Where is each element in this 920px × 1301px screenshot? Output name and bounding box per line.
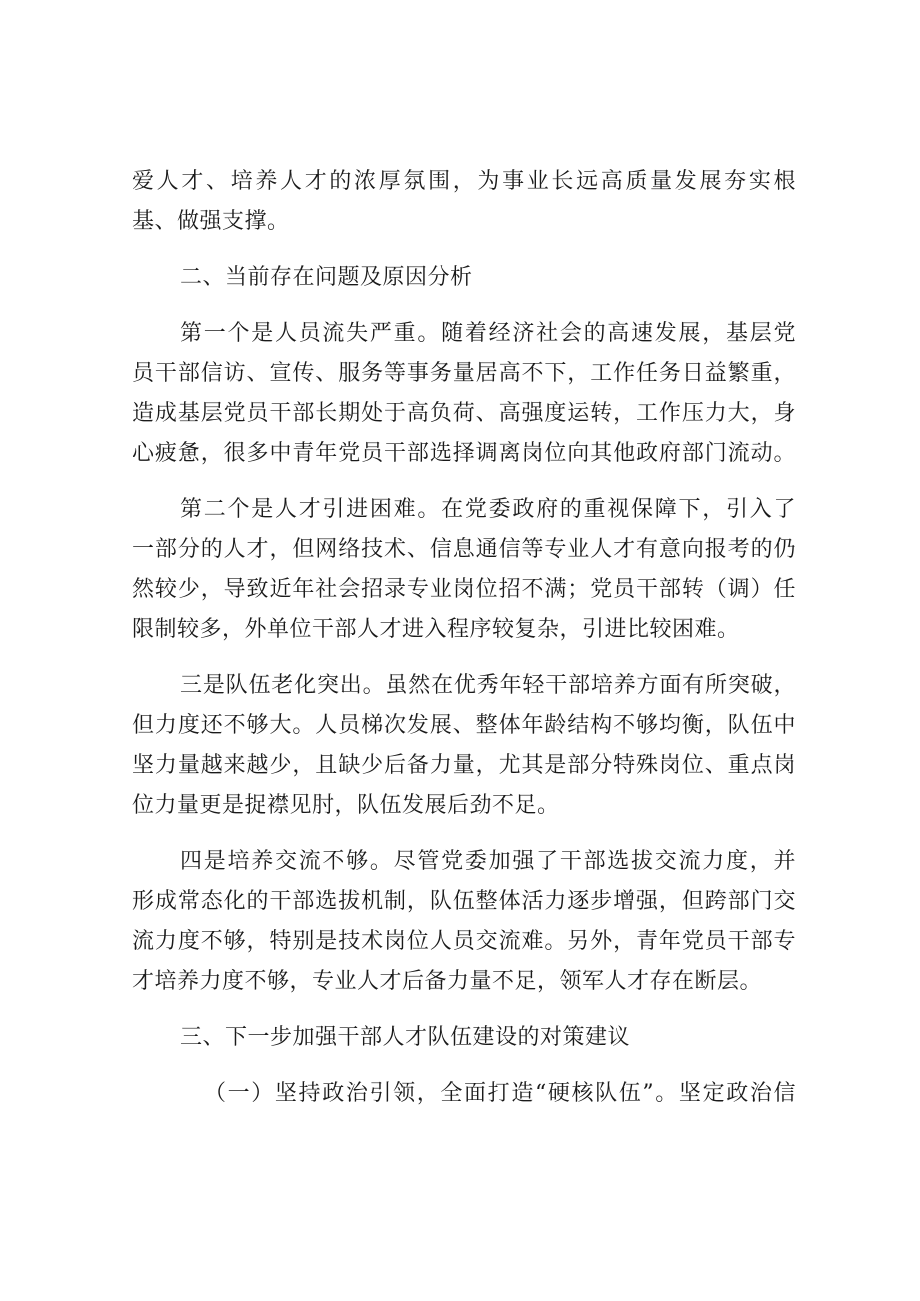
section-heading: 三、下一步加强干部人才队伍建设的对策建议 [180,1025,631,1050]
section-heading: 二、当前存在问题及原因分析 [180,265,473,290]
paragraph-line: 三是队伍老化突出。虽然在优秀年轻干部培养方面有所突破， [180,673,796,698]
paragraph-line: 爱人才、培养人才的浓厚氛围，为事业长远高质量发展夯实根 [132,169,796,194]
paragraph-line: 四是培养交流不够。尽管党委加强了干部选拔交流力度，并 [180,849,796,874]
paragraph-line: 基、做强支撑。 [132,209,290,234]
paragraph-line: 但力度还不够大。人员梯次发展、整体年龄结构不够均衡，队伍中 [132,713,796,738]
paragraph-line: 坚力量越来越少，且缺少后备力量，尤其是部分特殊岗位、重点岗 [132,753,796,778]
paragraph-line: 限制较多，外单位干部人才进入程序较复杂，引进比较困难。 [132,617,740,642]
paragraph-line: 流力度不够，特别是技术岗位人员交流难。另外，青年党员干部专 [132,929,796,954]
paragraph-line: 造成基层党员干部长期处于高负荷、高强度运转，工作压力大，身 [132,401,796,426]
paragraph-line: 形成常态化的干部选拔机制，队伍整体活力逐步增强，但跨部门交 [132,889,796,914]
paragraph-line: 心疲惫，很多中青年党员干部选择调离岗位向其他政府部门流动。 [132,441,796,466]
paragraph-line: 第二个是人才引进困难。在党委政府的重视保障下，引入了 [180,497,796,522]
paragraph-line: 员干部信访、宣传、服务等事务量居高不下，工作任务日益繁重， [132,361,796,386]
paragraph-line: 然较少，导致近年社会招录专业岗位招不满；党员干部转（调）任 [132,577,796,602]
paragraph-line: 一部分的人才，但网络技术、信息通信等专业人才有意向报考的仍 [132,537,796,562]
paragraph-line: （一）坚持政治引领，全面打造“硬核队伍”。坚定政治信 [204,1081,796,1106]
paragraph-line: 才培养力度不够，专业人才后备力量不足，领军人才存在断层。 [132,969,763,994]
paragraph-line: 位力量更是捉襟见肘，队伍发展后劲不足。 [132,793,560,818]
paragraph-line: 第一个是人员流失严重。随着经济社会的高速发展，基层党 [180,321,796,346]
